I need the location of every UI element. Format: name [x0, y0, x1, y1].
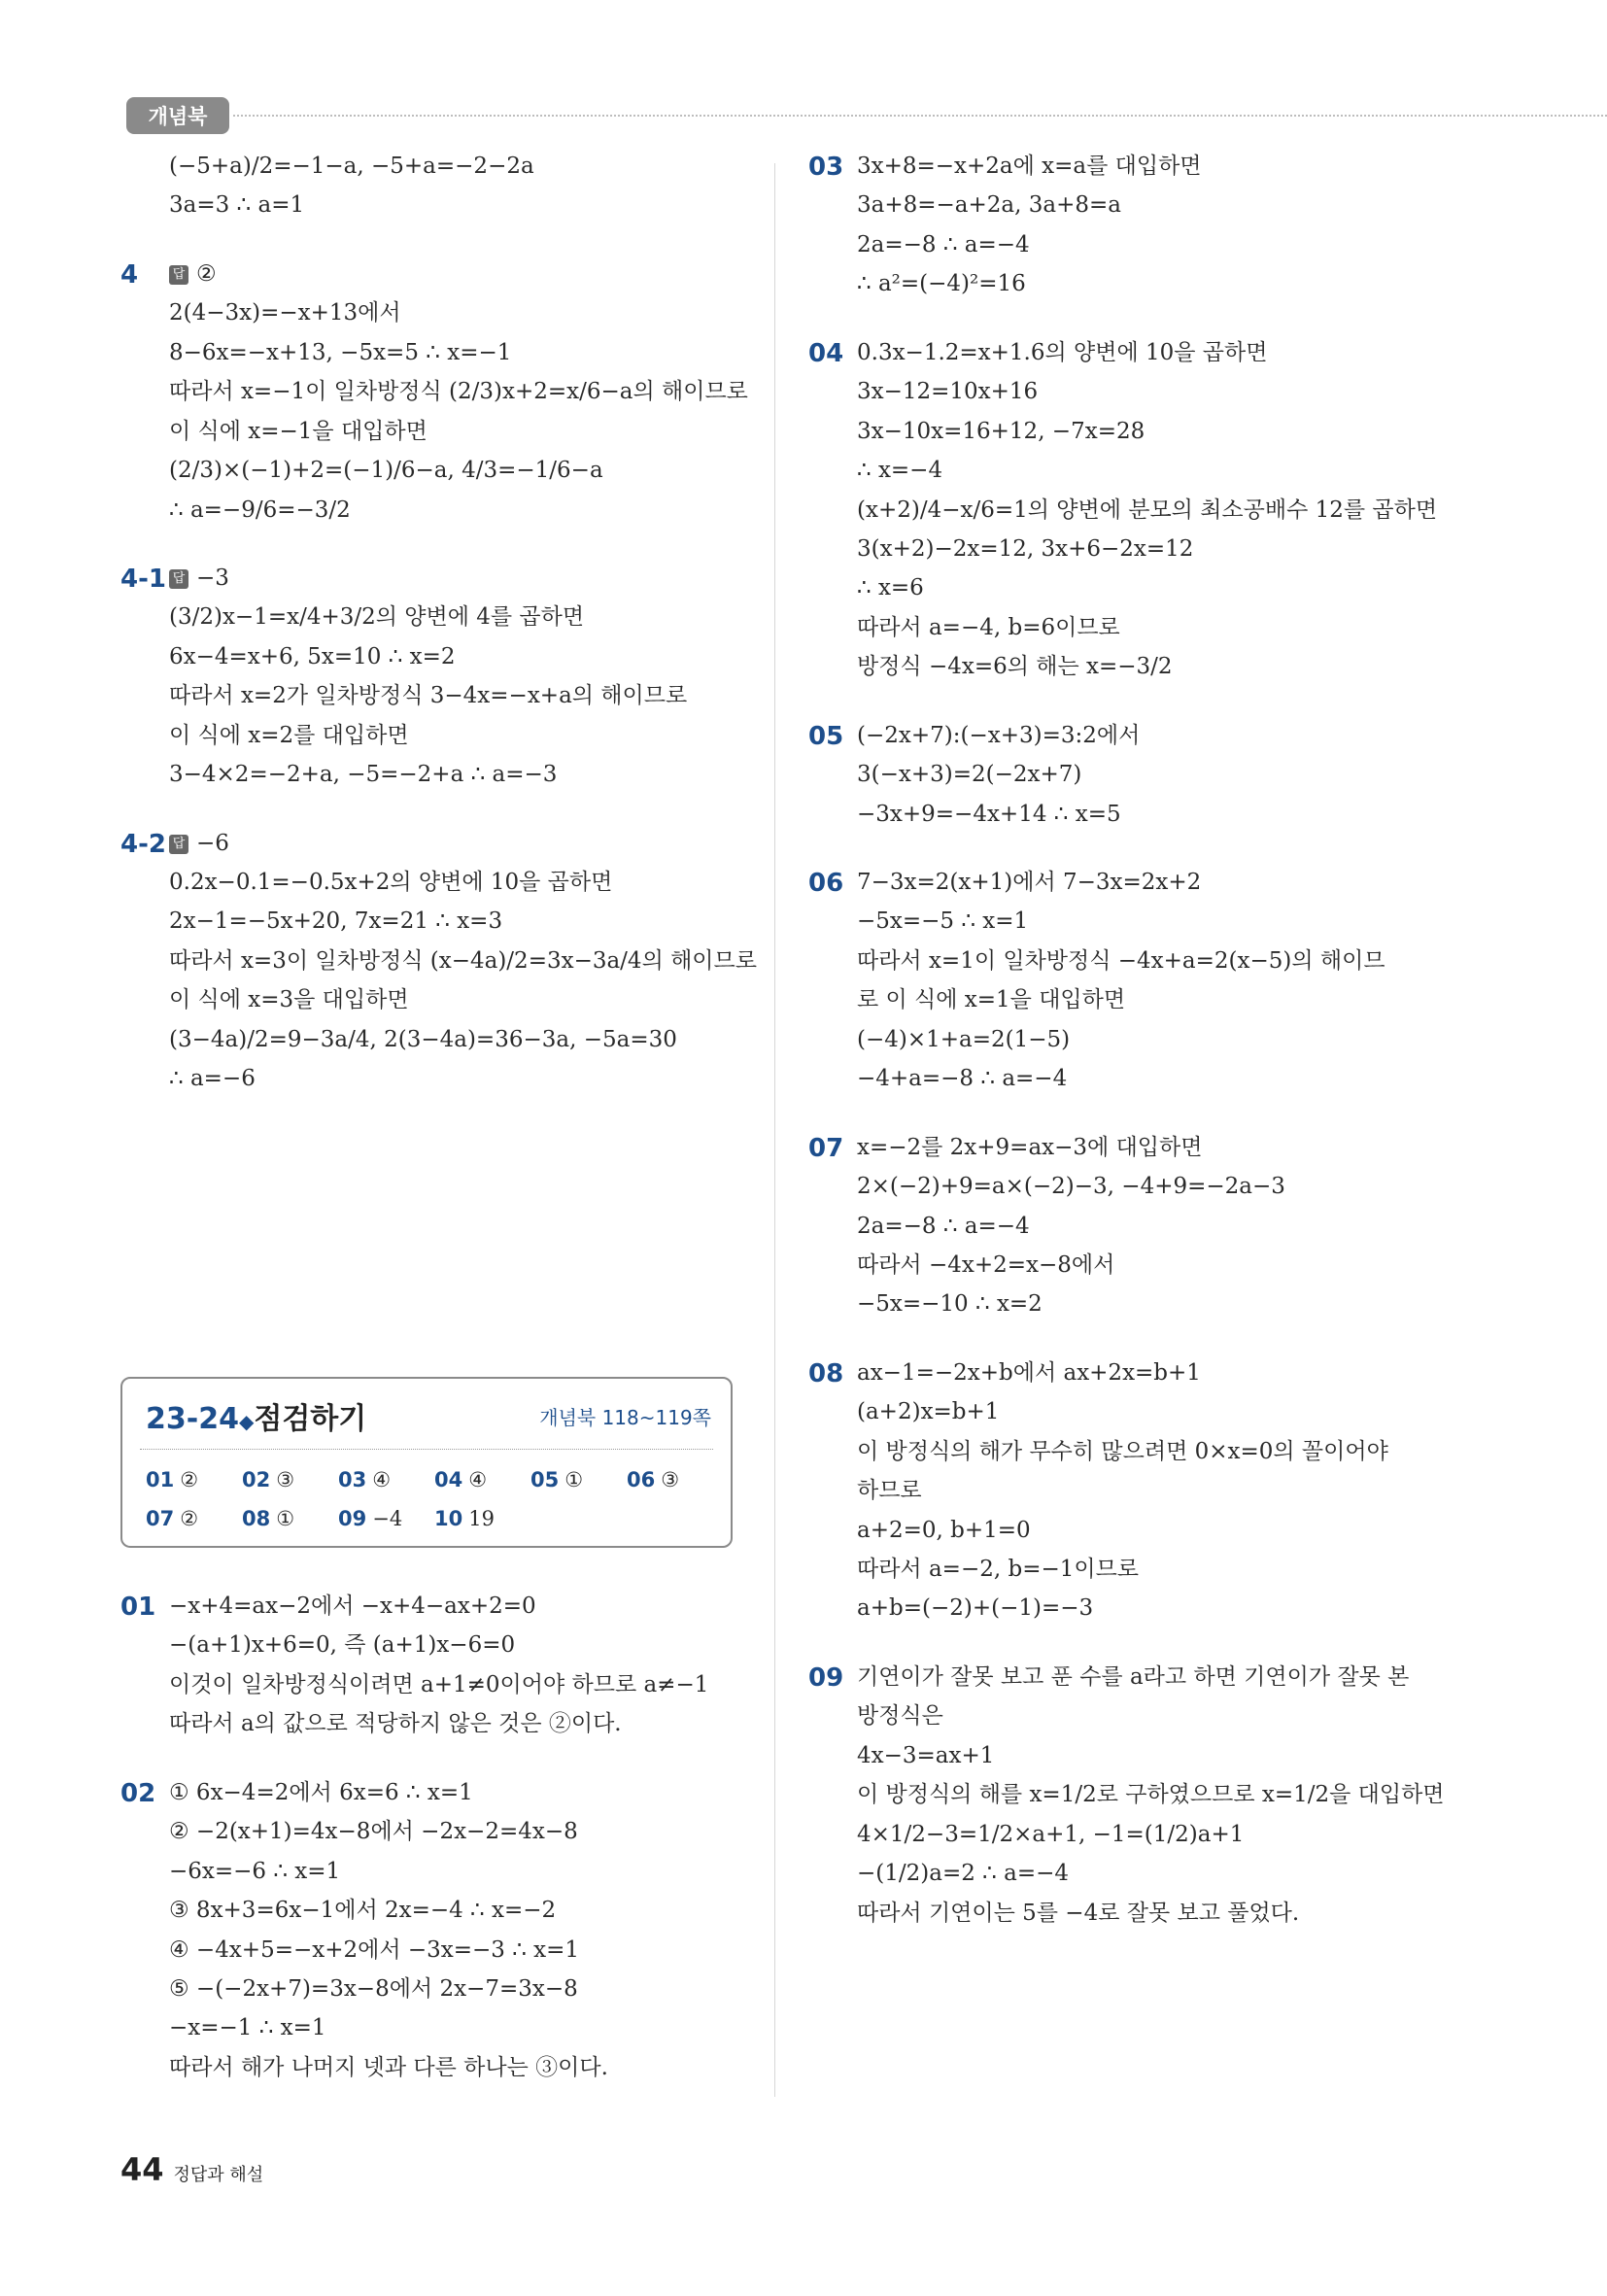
solution-text: 3−4×2=−2+a, −5=−2+a ∴ a=−3 — [169, 762, 558, 788]
solution-line — [120, 154, 742, 179]
section-gap — [808, 694, 1430, 723]
footer — [120, 2151, 263, 2188]
solution-line — [808, 721, 1430, 751]
solution-text: (−4)×1+a=2(1−5) — [857, 1026, 1071, 1052]
solution-line — [808, 948, 1430, 974]
solution-line — [120, 829, 742, 859]
check-box-title-number: 23-24 — [146, 1402, 239, 1436]
answer-badge: 답 — [169, 265, 188, 285]
solution-line — [120, 604, 742, 630]
answer-number: 01 — [146, 1468, 175, 1491]
answer-badge: 답 — [169, 569, 188, 589]
answer-number: 02 — [242, 1468, 271, 1491]
solution-line — [120, 1778, 742, 1808]
solution-line — [808, 1439, 1430, 1464]
answer-value: ③ — [661, 1468, 680, 1491]
answer-item — [338, 1468, 434, 1491]
problem-number: 4-1 — [120, 564, 166, 594]
solution-line — [120, 300, 742, 326]
solution-line — [120, 1593, 742, 1622]
solution-text: ∴ x=6 — [857, 575, 924, 601]
section-gap — [808, 1635, 1430, 1664]
solution-line — [120, 1066, 742, 1091]
section-gap — [120, 232, 742, 261]
solution-text: (−2x+7):(−x+3)=3:2에서 — [857, 722, 1141, 748]
solution-text: (−5+a)/2=−1−a, −5+a=−2−2a — [169, 154, 534, 179]
solution-text: (3−4a)/2=9−3a/4, 2(3−4a)=36−3a, −5a=30 — [169, 1026, 677, 1052]
left-column — [120, 154, 757, 1106]
header-tab — [126, 97, 229, 134]
solution-text: 2x−1=−5x+20, 7x=21 ∴ x=3 — [169, 908, 503, 935]
solution-text: 3(−x+3)=2(−2x+7) — [857, 762, 1082, 788]
solution-text: −3x+9=−4x+14 ∴ x=5 — [857, 801, 1121, 827]
answer-grid — [146, 1468, 719, 1530]
answer-item — [434, 1507, 530, 1530]
solution-text: 2(4−3x)=−x+13에서 — [169, 300, 401, 326]
solution-line — [120, 458, 742, 483]
solution-line — [120, 723, 742, 748]
solution-text: ax−1=−2x+b에서 ax+2x=b+1 — [857, 1359, 1201, 1386]
answer-item — [146, 1468, 242, 1491]
solution-text: ④ −4x+5=−x+2에서 −3x=−3 ∴ x=1 — [169, 1936, 580, 1963]
answer-value: −4 — [372, 1507, 403, 1530]
solution-text: −(a+1)x+6=0, 즉 (a+1)x−6=0 — [169, 1632, 516, 1659]
check-box-reference: 개념북 118~119쪽 — [539, 1406, 711, 1429]
solution-line — [808, 1027, 1430, 1052]
answer-item — [338, 1507, 434, 1530]
section-gap — [808, 1331, 1430, 1360]
solution-text: 이 방정식의 해가 무수히 많으려면 0×x=0의 꼴이어야 — [857, 1438, 1388, 1464]
solution-line — [120, 1632, 742, 1658]
solution-text: (a+2)x=b+1 — [857, 1399, 1000, 1425]
answer-value: ③ — [276, 1468, 295, 1491]
check-box-title — [146, 1394, 366, 1437]
solution-line — [120, 1976, 742, 2002]
check-box-rule — [140, 1449, 713, 1450]
solution-text: ① 6x−4=2에서 6x=6 ∴ x=1 — [169, 1779, 473, 1805]
solution-line — [120, 2015, 742, 2040]
answer-value: 19 — [468, 1507, 495, 1530]
answer-value: ① — [276, 1507, 295, 1530]
solution-text: −(1/2)a=2 ∴ a=−4 — [857, 1861, 1069, 1887]
solution-line — [808, 1360, 1430, 1386]
solution-text: ∴ x=−4 — [857, 458, 943, 484]
solution-text: a+2=0, b+1=0 — [857, 1517, 1031, 1543]
section-gap — [808, 840, 1430, 870]
solution-text: 따라서 해가 나머지 넷과 다른 하나는 ③이다. — [169, 2054, 608, 2080]
solution-line — [808, 1595, 1430, 1621]
solution-text: 0.2x−0.1=−0.5x+2의 양변에 10을 곱하면 — [169, 870, 613, 895]
solution-line — [808, 1133, 1430, 1163]
problem-number: 02 — [120, 1778, 156, 1808]
answer-number: 08 — [242, 1507, 271, 1530]
solution-line — [808, 153, 1430, 182]
solution-text: −3 — [196, 565, 229, 591]
solution-line — [120, 870, 742, 895]
solution-text: 2a=−8 ∴ a=−4 — [857, 1213, 1030, 1239]
header-tab-label: 개념북 — [148, 105, 208, 128]
answer-item — [530, 1468, 627, 1491]
answer-value: ② — [180, 1507, 199, 1530]
solution-line — [120, 644, 742, 669]
solution-line — [808, 338, 1430, 368]
solution-line — [120, 419, 742, 444]
solution-line — [808, 987, 1430, 1012]
solution-text: x=−2를 2x+9=ax−3에 대입하면 — [857, 1134, 1203, 1160]
solution-line — [120, 762, 742, 787]
solution-line — [808, 1399, 1430, 1424]
solution-line — [808, 1478, 1430, 1503]
solution-line — [120, 1819, 742, 1844]
solution-text: ⑤ −(−2x+7)=3x−8에서 2x−7=3x−8 — [169, 1975, 578, 2002]
solution-text: 따라서 a의 값으로 적당하지 않은 것은 ②이다. — [169, 1711, 622, 1737]
solution-line — [808, 1703, 1430, 1729]
solution-line — [808, 1557, 1430, 1582]
section-gap — [120, 1751, 742, 1780]
solution-line — [120, 1711, 742, 1736]
solution-text: −6x=−6 ∴ x=1 — [169, 1858, 341, 1884]
solution-text: (2/3)×(−1)+2=(−1)/6−a, 4/3=−1/6−a — [169, 458, 603, 484]
solution-text: 따라서 −4x+2=x−8에서 — [857, 1251, 1115, 1278]
solution-line — [120, 192, 742, 218]
solution-line — [120, 1859, 742, 1884]
solution-text: 7−3x=2(x+1)에서 7−3x=2x+2 — [857, 870, 1202, 895]
solution-line — [120, 1027, 742, 1052]
solution-line — [808, 869, 1430, 898]
answer-number: 03 — [338, 1468, 367, 1491]
solution-text: 따라서 x=1이 일차방정식 −4x+a=2(x−5)의 해이므 — [857, 947, 1385, 974]
solution-line — [808, 1252, 1430, 1278]
problem-number: 4 — [120, 259, 139, 290]
answer-item — [146, 1507, 242, 1530]
solution-line — [808, 1743, 1430, 1768]
solution-text: 방정식 −4x=6의 해는 x=−3/2 — [857, 654, 1173, 680]
solution-text: 4x−3=ax+1 — [857, 1742, 995, 1768]
solution-line — [808, 1518, 1430, 1543]
answer-number: 05 — [530, 1468, 560, 1491]
problem-number: 04 — [808, 338, 844, 368]
solution-line — [120, 379, 748, 405]
answer-value: ④ — [372, 1468, 392, 1491]
section-gap — [120, 802, 742, 831]
solution-text: 따라서 x=3이 일차방정식 (x−4a)/2=3x−3a/4의 해이므로 — [169, 947, 757, 974]
answer-number: 07 — [146, 1507, 175, 1530]
section-gap — [120, 536, 742, 565]
solution-text: 따라서 a=−2, b=−1이므로 — [857, 1557, 1140, 1582]
check-box — [120, 1377, 733, 1548]
solution-text: 0.3x−1.2=x+1.6의 양변에 10을 곱하면 — [857, 339, 1268, 365]
solution-line — [808, 1662, 1430, 1693]
solution-line — [120, 1898, 742, 1923]
solution-line — [120, 1937, 742, 1963]
solution-text: 따라서 x=−1이 일차방정식 (2/3)x+2=x/6−a의 해이므로 — [169, 379, 748, 405]
answer-item — [627, 1468, 723, 1491]
solution-line — [808, 497, 1438, 523]
solution-line — [808, 1901, 1430, 1926]
solution-text: 3x+8=−x+2a에 x=a를 대입하면 — [857, 154, 1202, 179]
solution-line — [808, 654, 1430, 679]
solution-line — [808, 575, 1430, 600]
solution-line — [120, 908, 742, 934]
answer-item — [242, 1507, 338, 1530]
solution-text: 3(x+2)−2x=12, 3x+6−2x=12 — [857, 535, 1194, 562]
solution-line — [808, 1214, 1430, 1239]
solution-line — [120, 259, 742, 290]
solution-line — [808, 802, 1430, 827]
solution-line — [808, 1066, 1430, 1091]
solution-line — [120, 564, 742, 594]
solution-text: −5x=−10 ∴ x=2 — [857, 1291, 1043, 1318]
solution-line — [808, 419, 1430, 444]
solution-text: −6 — [196, 830, 229, 856]
problem-number: 01 — [120, 1593, 156, 1622]
solution-text: 따라서 기연이는 5를 −4로 잘못 보고 풀었다. — [857, 1900, 1300, 1926]
solution-text: (3/2)x−1=x/4+3/2의 양변에 4를 곱하면 — [169, 604, 585, 631]
solution-text: 이 식에 x=2를 대입하면 — [169, 722, 409, 748]
problem-number: 09 — [808, 1662, 844, 1693]
solution-text: −x+4=ax−2에서 −x+4−ax+2=0 — [169, 1593, 536, 1619]
problem-number: 4-2 — [120, 829, 166, 859]
solution-line — [808, 762, 1430, 787]
solution-line — [808, 1291, 1430, 1317]
solution-text: 하므로 — [857, 1478, 922, 1504]
solution-text: 이 식에 x=−1을 대입하면 — [169, 418, 427, 444]
solution-text: 따라서 a=−4, b=6이므로 — [857, 614, 1120, 640]
solution-text: 2a=−8 ∴ a=−4 — [857, 231, 1030, 257]
footer-title: 정답과 해설 — [173, 2165, 264, 2185]
solution-line — [808, 232, 1430, 257]
solution-line — [120, 683, 742, 708]
solution-line — [120, 2055, 742, 2080]
page-number: 44 — [120, 2151, 164, 2188]
solution-text: 6x−4=x+6, 5x=10 ∴ x=2 — [169, 643, 456, 669]
problem-number: 08 — [808, 1358, 844, 1388]
solution-line — [120, 987, 742, 1012]
answer-number: 04 — [434, 1468, 463, 1491]
answer-value: ② — [180, 1468, 199, 1491]
solution-line — [808, 1822, 1430, 1847]
answer-item — [434, 1468, 530, 1491]
header-divider — [233, 115, 1607, 117]
solution-text: 기연이가 잘못 보고 푼 수를 a라고 하면 기연이가 잘못 본 — [857, 1663, 1410, 1690]
answer-value: ④ — [468, 1468, 488, 1491]
solution-text: 2×(−2)+9=a×(−2)−3, −4+9=−2a−3 — [857, 1174, 1285, 1200]
solution-line — [808, 271, 1430, 296]
answer-badge: 답 — [169, 835, 188, 854]
solution-text: 4×1/2−3=1/2×a+1, −1=(1/2)a+1 — [857, 1821, 1245, 1847]
solution-text: 따라서 x=2가 일차방정식 3−4x=−x+a의 해이므로 — [169, 683, 688, 709]
answer-number: 10 — [434, 1507, 463, 1530]
solution-line — [808, 615, 1430, 640]
solution-text: 3a+8=−a+2a, 3a+8=a — [857, 192, 1121, 219]
solution-text: ③ 8x+3=6x−1에서 2x=−4 ∴ x=−2 — [169, 1898, 557, 1924]
answer-number: 09 — [338, 1507, 367, 1530]
solution-text: ② −2(x+1)=4x−8에서 −2x−2=4x−8 — [169, 1819, 578, 1845]
solution-text: ∴ a=−6 — [169, 1066, 256, 1092]
answer-item — [242, 1468, 338, 1491]
solution-line — [120, 947, 757, 974]
solution-text: 이 식에 x=3을 대입하면 — [169, 987, 409, 1013]
solution-line — [808, 1861, 1430, 1886]
solution-line — [808, 1174, 1430, 1199]
solution-text: 3x−10x=16+12, −7x=28 — [857, 418, 1145, 444]
left-column-lower — [120, 1593, 742, 2094]
problem-number: 07 — [808, 1133, 844, 1163]
solution-line — [808, 908, 1430, 934]
diamond-icon: ◆ — [238, 1410, 255, 1433]
solution-text: 이 방정식의 해를 x=1/2로 구하였으므로 x=1/2을 대입하면 — [857, 1782, 1445, 1808]
solution-line — [120, 1672, 742, 1697]
solution-text: ∴ a=−9/6=−3/2 — [169, 497, 351, 523]
solution-line — [120, 340, 742, 365]
solution-line — [120, 497, 742, 523]
section-gap — [808, 311, 1430, 340]
right-column — [808, 153, 1445, 1939]
solution-text: −4+a=−8 ∴ a=−4 — [857, 1066, 1068, 1092]
solution-line — [808, 458, 1430, 483]
solution-text: 방정식은 — [857, 1703, 943, 1730]
solution-text: 이것이 일차방정식이려면 a+1≠0이어야 하므로 a≠−1 — [169, 1671, 709, 1697]
solution-text: (x+2)/4−x/6=1의 양변에 분모의 최소공배수 12를 곱하면 — [857, 497, 1438, 523]
solution-line — [808, 192, 1430, 218]
answer-number: 06 — [627, 1468, 656, 1491]
check-box-title-text: 점검하기 — [254, 1402, 367, 1436]
problem-number: 06 — [808, 869, 844, 898]
problem-number: 03 — [808, 153, 844, 182]
solution-text: 8−6x=−x+13, −5x=5 ∴ x=−1 — [169, 339, 512, 365]
solution-text: −x=−1 ∴ x=1 — [169, 2015, 326, 2041]
solution-line — [808, 536, 1430, 562]
solution-text: −5x=−5 ∴ x=1 — [857, 908, 1029, 935]
section-gap — [808, 1106, 1430, 1135]
column-divider — [774, 163, 775, 2097]
problem-number: 05 — [808, 721, 844, 751]
solution-text: 3x−12=10x+16 — [857, 379, 1039, 405]
solution-line — [808, 379, 1430, 404]
solution-text: 로 이 식에 x=1을 대입하면 — [857, 987, 1126, 1013]
solution-text: ∴ a²=(−4)²=16 — [857, 271, 1026, 297]
answer-value: ① — [564, 1468, 584, 1491]
solution-line — [808, 1782, 1445, 1808]
solution-text: a+b=(−2)+(−1)=−3 — [857, 1595, 1094, 1622]
solution-text: ② — [196, 260, 217, 287]
solution-text: 3a=3 ∴ a=1 — [169, 192, 305, 219]
